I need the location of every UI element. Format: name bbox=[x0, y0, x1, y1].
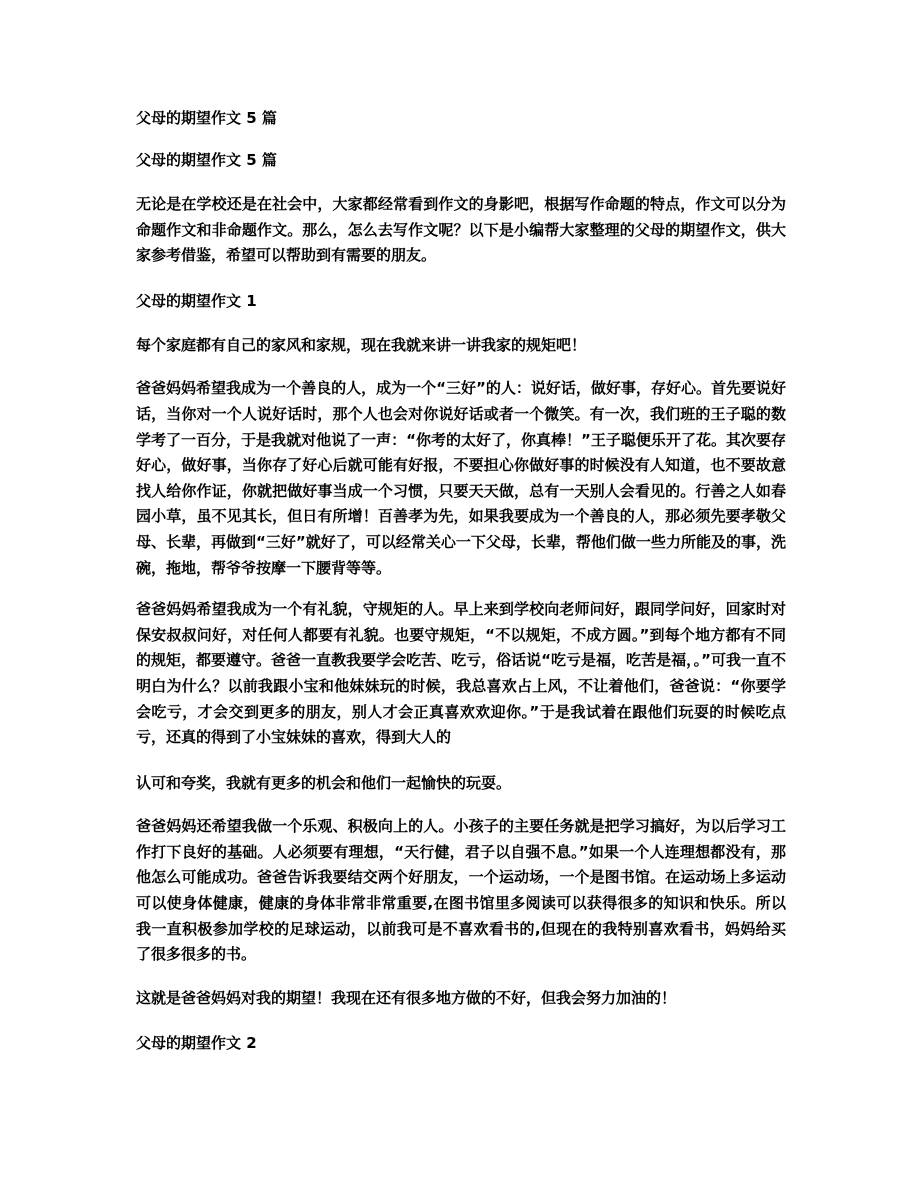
essay-2-heading: 父母的期望作文 2 bbox=[136, 1034, 257, 1053]
essay-1-paragraph: 爸爸妈妈希望我成为一个有礼貌，守规矩的人。早上来到学校向老师问好，跟同学问好，回家时对保安叔叔问好，对任何人都要有礼貌。也要守规矩，“不以规矩，不成方圆。”到每个地方都有不同的规矩，都要遵守。爸爸一直教我要学会吃苦、吃亏，俗话说“吃亏是福，吃苦是福，。”可我一直不明白为什么？以前我跟小宝和他妹妹玩的时候，我总喜欢占上风，不让着他们，爸爸说：“你要学会吃亏，才会交到更多的朋友，别人才会正真喜欢欢迎你。”于是我试着在跟他们玩耍的时候吃点亏，还真的得到了小宝妹妹的喜欢，得到大人的 bbox=[136, 600, 786, 747]
document-subtitle: 父母的期望作文 5 篇 bbox=[136, 151, 277, 169]
document-page bbox=[136, 106, 786, 1055]
essay-1-paragraph: 爸爸妈妈希望我成为一个善良的人，成为一个“三好”的人：说好话，做好事，存好心。首先要说好话，当你对一个人说好话时，那个人也会对你说好话或者一个微笑。有一次，我们班的王子聪的数学考了一百分，于是我就对他说了一声：“你考的太好了，你真棒！”王子聪便乐开了花。其次要存好心，做好事，当你存了好心后就可能有好报，不要担心你做好事的时候没有人知道，也不要故意找人给你作证，你就把做好事当成一个习惯，只要天天做，总有一天别人会看见的。行善之人如春园小草，虽不见其长，但日有所增！百善孝为先，如果我要成为一个善良的人，那必须先要孝敬父母、长辈，再做到“三好”就好了，可以经常关心一下父母，长辈，帮他们做一些力所能及的事，洗碗，拖地，帮爷爷按摩一下腰背等等。 bbox=[136, 379, 786, 577]
intro-paragraph: 无论是在学校还是在社会中，大家都经常看到作文的身影吧，根据写作命题的特点，作文可以分为命题作文和非命题作文。那么，怎么去写作文呢？以下是小编帮大家整理的父母的期望作文，供大家参考借鉴，希望可以帮助到有需要的朋友。 bbox=[136, 195, 786, 265]
document-title: 父母的期望作文 5 篇 bbox=[136, 109, 277, 127]
essay-1-paragraph: 认可和夸奖，我就有更多的机会和他们一起愉快的玩耍。 bbox=[136, 773, 512, 792]
essay-1-heading: 父母的期望作文 1 bbox=[136, 291, 257, 310]
essay-1-paragraph: 每个家庭都有自己的家风和家规，现在我就来讲一讲我家的规矩吧！ bbox=[136, 335, 587, 354]
essay-1-paragraph: 这就是爸爸妈妈对我的期望！我现在还有很多地方做的不好，但我会努力加油的！ bbox=[136, 988, 677, 1007]
essay-1-paragraph: 爸爸妈妈还希望我做一个乐观、积极向上的人。小孩子的主要任务就是把学习搞好，为以后学习工作打下良好的基础。人必须要有理想，“天行健，君子以自强不息。”如果一个人连理想都没有，那他怎么可能成功。爸爸告诉我要结交两个好朋友，一个运动场，一个是图书馆。在运动场上多运动可以使身体健康，健康的身体非常非常重要,在图书馆里多阅读可以获得很多的知识和快乐。所以我一直积极参加学校的足球运动，以前我可是不喜欢看书的,但现在的我特别喜欢看书，妈妈给买了很多很多的书。 bbox=[136, 817, 786, 964]
